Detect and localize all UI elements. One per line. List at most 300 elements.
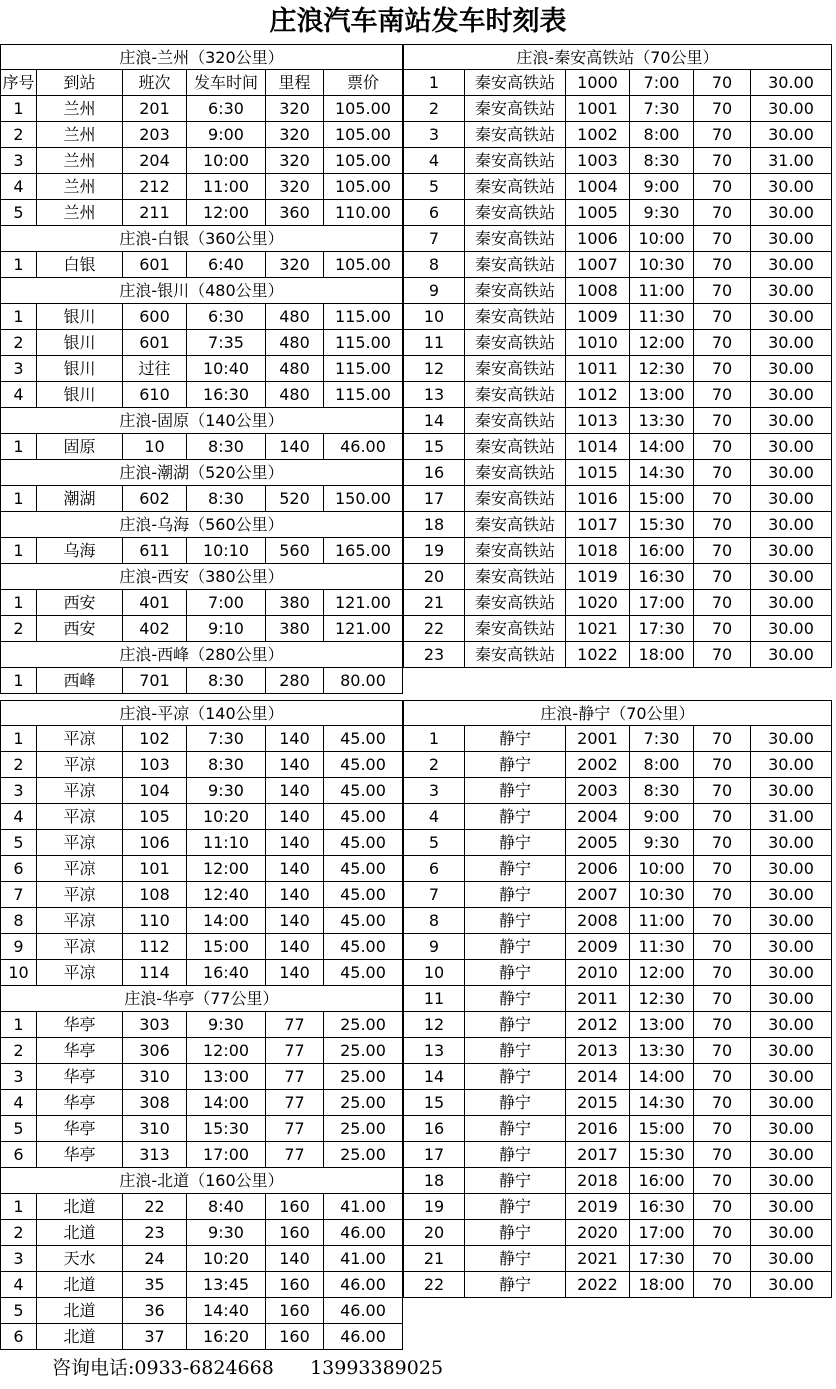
departure-cell: 17:00 <box>630 1220 694 1246</box>
seq-cell: 6 <box>0 856 37 882</box>
departure-cell: 16:30 <box>630 1194 694 1220</box>
trip-cell: 1016 <box>566 486 630 512</box>
fare-cell: 30.00 <box>751 1038 832 1064</box>
fare-cell: 30.00 <box>751 908 832 934</box>
fare-cell: 30.00 <box>751 460 832 486</box>
destination-cell: 银川 <box>37 304 123 330</box>
seq-cell: 17 <box>403 486 465 512</box>
trip-cell: 1011 <box>566 356 630 382</box>
route-section-title: 庄浪-华亭（77公里） <box>0 986 403 1012</box>
distance-cell: 70 <box>694 1194 751 1220</box>
seq-cell: 16 <box>403 460 465 486</box>
destination-cell: 静宁 <box>465 1142 566 1168</box>
fare-cell: 30.00 <box>751 1090 832 1116</box>
departure-cell: 6:30 <box>187 304 266 330</box>
section-header-row <box>0 512 403 538</box>
page-title: 庄浪汽车南站发车时刻表 <box>269 6 567 37</box>
table-row <box>403 1012 832 1038</box>
trip-cell: 101 <box>123 856 187 882</box>
distance-cell: 70 <box>694 1246 751 1272</box>
trip-cell: 1008 <box>566 278 630 304</box>
seq-cell: 2 <box>0 122 37 148</box>
trip-cell: 102 <box>123 726 187 752</box>
table-row <box>403 382 832 408</box>
seq-cell: 5 <box>0 1298 37 1324</box>
distance-cell: 480 <box>266 382 324 408</box>
trip-cell: 2006 <box>566 856 630 882</box>
seq-cell: 12 <box>403 356 465 382</box>
table-row <box>0 726 403 752</box>
departure-cell: 10:40 <box>187 356 266 382</box>
destination-cell: 静宁 <box>465 1116 566 1142</box>
seq-cell: 1 <box>0 538 37 564</box>
trip-cell: 10 <box>123 434 187 460</box>
fare-cell: 46.00 <box>324 1324 403 1350</box>
departure-cell: 12:00 <box>630 960 694 986</box>
trip-cell: 2005 <box>566 830 630 856</box>
trip-cell: 203 <box>123 122 187 148</box>
fare-cell: 25.00 <box>324 1038 403 1064</box>
seq-cell: 7 <box>0 882 37 908</box>
table-row <box>403 590 832 616</box>
fare-cell: 105.00 <box>324 122 403 148</box>
fare-cell: 105.00 <box>324 96 403 122</box>
trip-cell: 2015 <box>566 1090 630 1116</box>
destination-cell: 静宁 <box>465 752 566 778</box>
seq-cell: 4 <box>0 804 37 830</box>
seq-cell: 19 <box>403 538 465 564</box>
departure-cell: 8:30 <box>630 148 694 174</box>
seq-cell: 4 <box>403 148 465 174</box>
fare-cell: 115.00 <box>324 356 403 382</box>
departure-cell: 14:30 <box>630 460 694 486</box>
table-row <box>0 1298 403 1324</box>
seq-cell: 3 <box>0 1246 37 1272</box>
departure-cell: 8:30 <box>187 668 266 694</box>
trip-cell: 2013 <box>566 1038 630 1064</box>
destination-cell: 静宁 <box>465 908 566 934</box>
distance-cell: 70 <box>694 804 751 830</box>
distance-cell: 77 <box>266 1038 324 1064</box>
seq-cell: 22 <box>403 616 465 642</box>
seq-cell: 3 <box>0 778 37 804</box>
distance-cell: 70 <box>694 616 751 642</box>
destination-cell: 静宁 <box>465 1064 566 1090</box>
seq-cell: 13 <box>403 382 465 408</box>
fare-cell: 30.00 <box>751 856 832 882</box>
distance-cell: 70 <box>694 278 751 304</box>
trip-cell: 过往 <box>123 356 187 382</box>
section-header-row <box>403 700 832 726</box>
table-row <box>0 960 403 986</box>
trip-cell: 1020 <box>566 590 630 616</box>
seq-cell: 1 <box>0 252 37 278</box>
destination-cell: 平凉 <box>37 856 123 882</box>
table-row <box>0 538 403 564</box>
destination-cell: 静宁 <box>465 804 566 830</box>
departure-cell: 16:00 <box>630 538 694 564</box>
section-header-row <box>0 1168 403 1194</box>
departure-cell: 16:20 <box>187 1324 266 1350</box>
destination-cell: 秦安高铁站 <box>465 252 566 278</box>
trip-cell: 306 <box>123 1038 187 1064</box>
seq-cell: 2 <box>0 616 37 642</box>
table-row <box>0 778 403 804</box>
trip-cell: 211 <box>123 200 187 226</box>
trip-cell: 1001 <box>566 96 630 122</box>
trip-cell: 35 <box>123 1272 187 1298</box>
departure-cell: 7:00 <box>630 70 694 96</box>
distance-cell: 70 <box>694 908 751 934</box>
trip-cell: 2004 <box>566 804 630 830</box>
section-header-row <box>0 642 403 668</box>
seq-cell: 2 <box>0 330 37 356</box>
trip-cell: 1019 <box>566 564 630 590</box>
fare-cell: 80.00 <box>324 668 403 694</box>
fare-cell: 30.00 <box>751 752 832 778</box>
distance-cell: 70 <box>694 1038 751 1064</box>
seq-cell: 1 <box>0 1194 37 1220</box>
trip-cell: 1003 <box>566 148 630 174</box>
distance-cell: 70 <box>694 382 751 408</box>
table-row <box>403 908 832 934</box>
table-row <box>403 356 832 382</box>
distance-cell: 70 <box>694 408 751 434</box>
table-row <box>0 804 403 830</box>
table-row <box>0 752 403 778</box>
seq-cell: 8 <box>403 908 465 934</box>
destination-cell: 白银 <box>37 252 123 278</box>
distance-cell: 140 <box>266 960 324 986</box>
departure-cell: 12:00 <box>187 200 266 226</box>
table-row <box>403 70 832 96</box>
route-section-title: 庄浪-银川（480公里） <box>0 278 403 304</box>
trip-cell: 2002 <box>566 752 630 778</box>
distance-cell: 140 <box>266 778 324 804</box>
fare-cell: 30.00 <box>751 778 832 804</box>
destination-cell: 秦安高铁站 <box>465 616 566 642</box>
fare-cell: 30.00 <box>751 960 832 986</box>
seq-cell: 5 <box>0 830 37 856</box>
fare-cell: 46.00 <box>324 1220 403 1246</box>
trip-cell: 105 <box>123 804 187 830</box>
table-row <box>403 1194 832 1220</box>
destination-cell: 秦安高铁站 <box>465 356 566 382</box>
fare-cell: 30.00 <box>751 1064 832 1090</box>
trip-cell: 2003 <box>566 778 630 804</box>
seq-cell: 4 <box>0 382 37 408</box>
seq-cell: 1 <box>0 486 37 512</box>
departure-cell: 13:00 <box>630 382 694 408</box>
trip-cell: 1004 <box>566 174 630 200</box>
table-row <box>403 830 832 856</box>
destination-cell: 秦安高铁站 <box>465 382 566 408</box>
table-row <box>0 908 403 934</box>
fare-cell: 25.00 <box>324 1090 403 1116</box>
seq-cell: 2 <box>403 96 465 122</box>
trip-cell: 2022 <box>566 1272 630 1298</box>
destination-cell: 秦安高铁站 <box>465 122 566 148</box>
distance-cell: 70 <box>694 512 751 538</box>
trip-cell: 114 <box>123 960 187 986</box>
route-section-title: 庄浪-西峰（280公里） <box>0 642 403 668</box>
timetable-right-bottom <box>403 700 832 1298</box>
destination-cell: 秦安高铁站 <box>465 70 566 96</box>
distance-cell: 70 <box>694 830 751 856</box>
destination-cell: 秦安高铁站 <box>465 174 566 200</box>
departure-cell: 15:00 <box>630 486 694 512</box>
table-row <box>403 642 832 668</box>
fare-cell: 30.00 <box>751 1142 832 1168</box>
destination-cell: 秦安高铁站 <box>465 148 566 174</box>
fare-cell: 115.00 <box>324 330 403 356</box>
contact-label: 咨询电话: <box>52 1357 135 1379</box>
destination-cell: 静宁 <box>465 1272 566 1298</box>
fare-cell: 165.00 <box>324 538 403 564</box>
fare-cell: 46.00 <box>324 1298 403 1324</box>
trip-cell: 1005 <box>566 200 630 226</box>
trip-cell: 1010 <box>566 330 630 356</box>
timetable-left-top <box>0 44 403 694</box>
seq-cell: 19 <box>403 1194 465 1220</box>
departure-cell: 7:30 <box>187 726 266 752</box>
table-row <box>403 960 832 986</box>
trip-cell: 37 <box>123 1324 187 1350</box>
table-row <box>0 1142 403 1168</box>
trip-cell: 701 <box>123 668 187 694</box>
fare-cell: 30.00 <box>751 934 832 960</box>
seq-cell: 14 <box>403 408 465 434</box>
table-row <box>0 174 403 200</box>
destination-cell: 静宁 <box>465 1038 566 1064</box>
destination-cell: 秦安高铁站 <box>465 512 566 538</box>
table-row <box>403 330 832 356</box>
fare-cell: 30.00 <box>751 642 832 668</box>
fare-cell: 30.00 <box>751 512 832 538</box>
seq-cell: 3 <box>0 148 37 174</box>
phone-number-mobile: 13993389025 <box>310 1357 444 1379</box>
seq-cell: 21 <box>403 1246 465 1272</box>
distance-cell: 70 <box>694 96 751 122</box>
destination-cell: 兰州 <box>37 122 123 148</box>
destination-cell: 秦安高铁站 <box>465 642 566 668</box>
departure-cell: 13:30 <box>630 408 694 434</box>
table-row <box>0 856 403 882</box>
table-row <box>0 122 403 148</box>
table-row <box>0 434 403 460</box>
table-row <box>403 122 832 148</box>
seq-cell: 3 <box>0 356 37 382</box>
column-header-row <box>0 70 403 96</box>
fare-cell: 30.00 <box>751 96 832 122</box>
destination-cell: 静宁 <box>465 986 566 1012</box>
table-row <box>0 1246 403 1272</box>
destination-cell: 银川 <box>37 356 123 382</box>
section-header-row <box>0 564 403 590</box>
fare-cell: 30.00 <box>751 70 832 96</box>
departure-cell: 9:30 <box>187 1220 266 1246</box>
departure-cell: 10:00 <box>187 148 266 174</box>
column-header-fare: 票价 <box>324 70 403 96</box>
destination-cell: 静宁 <box>465 960 566 986</box>
seq-cell: 1 <box>0 1012 37 1038</box>
trip-cell: 308 <box>123 1090 187 1116</box>
departure-cell: 10:00 <box>630 226 694 252</box>
column-header-departure: 发车时间 <box>187 70 266 96</box>
fare-cell: 45.00 <box>324 726 403 752</box>
destination-cell: 静宁 <box>465 1090 566 1116</box>
seq-cell: 10 <box>403 960 465 986</box>
departure-cell: 7:35 <box>187 330 266 356</box>
destination-cell: 秦安高铁站 <box>465 486 566 512</box>
trip-cell: 610 <box>123 382 187 408</box>
table-row <box>403 486 832 512</box>
departure-cell: 15:00 <box>630 1116 694 1142</box>
destination-cell: 华亭 <box>37 1116 123 1142</box>
fare-cell: 30.00 <box>751 830 832 856</box>
distance-cell: 70 <box>694 70 751 96</box>
fare-cell: 30.00 <box>751 590 832 616</box>
trip-cell: 310 <box>123 1116 187 1142</box>
fare-cell: 115.00 <box>324 382 403 408</box>
trip-cell: 1000 <box>566 70 630 96</box>
distance-cell: 160 <box>266 1324 324 1350</box>
fare-cell: 25.00 <box>324 1116 403 1142</box>
fare-cell: 30.00 <box>751 200 832 226</box>
destination-cell: 秦安高铁站 <box>465 304 566 330</box>
distance-cell: 140 <box>266 752 324 778</box>
distance-cell: 520 <box>266 486 324 512</box>
departure-cell: 15:00 <box>187 934 266 960</box>
distance-cell: 70 <box>694 1090 751 1116</box>
seq-cell: 9 <box>403 934 465 960</box>
table-row <box>403 1064 832 1090</box>
departure-cell: 8:40 <box>187 1194 266 1220</box>
departure-cell: 16:40 <box>187 960 266 986</box>
section-header-row <box>0 460 403 486</box>
column-header-trip: 班次 <box>123 70 187 96</box>
fare-cell: 45.00 <box>324 934 403 960</box>
seq-cell: 4 <box>0 174 37 200</box>
destination-cell: 静宁 <box>465 856 566 882</box>
section-header-row <box>0 408 403 434</box>
trip-cell: 2020 <box>566 1220 630 1246</box>
departure-cell: 9:10 <box>187 616 266 642</box>
seq-cell: 12 <box>403 1012 465 1038</box>
distance-cell: 70 <box>694 1142 751 1168</box>
seq-cell: 16 <box>403 1116 465 1142</box>
destination-cell: 潮湖 <box>37 486 123 512</box>
distance-cell: 160 <box>266 1220 324 1246</box>
fare-cell: 41.00 <box>324 1194 403 1220</box>
fare-cell: 45.00 <box>324 804 403 830</box>
distance-cell: 70 <box>694 856 751 882</box>
route-section-title: 庄浪-西安（380公里） <box>0 564 403 590</box>
trip-cell: 303 <box>123 1012 187 1038</box>
fare-cell: 46.00 <box>324 434 403 460</box>
distance-cell: 480 <box>266 330 324 356</box>
table-row <box>403 460 832 486</box>
table-row <box>403 252 832 278</box>
destination-cell: 北道 <box>37 1220 123 1246</box>
departure-cell: 9:00 <box>187 122 266 148</box>
trip-cell: 402 <box>123 616 187 642</box>
destination-cell: 静宁 <box>465 726 566 752</box>
distance-cell: 70 <box>694 778 751 804</box>
fare-cell: 105.00 <box>324 148 403 174</box>
trip-cell: 2012 <box>566 1012 630 1038</box>
destination-cell: 北道 <box>37 1194 123 1220</box>
table-row <box>403 986 832 1012</box>
table-row <box>0 1194 403 1220</box>
table-row <box>403 1116 832 1142</box>
seq-cell: 1 <box>403 726 465 752</box>
seq-cell: 1 <box>403 70 465 96</box>
distance-cell: 140 <box>266 830 324 856</box>
trip-cell: 2011 <box>566 986 630 1012</box>
table-row <box>403 512 832 538</box>
trip-cell: 1012 <box>566 382 630 408</box>
table-row <box>403 856 832 882</box>
departure-cell: 12:30 <box>630 986 694 1012</box>
destination-cell: 固原 <box>37 434 123 460</box>
seq-cell: 21 <box>403 590 465 616</box>
table-row <box>403 616 832 642</box>
destination-cell: 兰州 <box>37 148 123 174</box>
distance-cell: 140 <box>266 434 324 460</box>
seq-cell: 1 <box>0 726 37 752</box>
distance-cell: 70 <box>694 986 751 1012</box>
distance-cell: 70 <box>694 486 751 512</box>
distance-cell: 77 <box>266 1090 324 1116</box>
trip-cell: 2016 <box>566 1116 630 1142</box>
distance-cell: 360 <box>266 200 324 226</box>
departure-cell: 15:30 <box>630 512 694 538</box>
distance-cell: 70 <box>694 1012 751 1038</box>
table-row <box>0 616 403 642</box>
fare-cell: 30.00 <box>751 726 832 752</box>
seq-cell: 6 <box>403 200 465 226</box>
seq-cell: 23 <box>403 642 465 668</box>
seq-cell: 20 <box>403 564 465 590</box>
departure-cell: 17:30 <box>630 1246 694 1272</box>
table-row <box>0 1116 403 1142</box>
fare-cell: 30.00 <box>751 408 832 434</box>
seq-cell: 1 <box>0 668 37 694</box>
fare-cell: 30.00 <box>751 538 832 564</box>
departure-cell: 17:00 <box>187 1142 266 1168</box>
seq-cell: 2 <box>403 752 465 778</box>
trip-cell: 601 <box>123 252 187 278</box>
route-section-title: 庄浪-兰州（320公里） <box>0 44 403 70</box>
table-row <box>403 1038 832 1064</box>
destination-cell: 平凉 <box>37 960 123 986</box>
trip-cell: 23 <box>123 1220 187 1246</box>
seq-cell: 8 <box>403 252 465 278</box>
table-row <box>0 882 403 908</box>
table-row <box>0 934 403 960</box>
trip-cell: 310 <box>123 1064 187 1090</box>
departure-cell: 12:00 <box>187 1038 266 1064</box>
table-row <box>403 226 832 252</box>
section-header-row <box>0 44 403 70</box>
section-header-row <box>403 44 832 70</box>
distance-cell: 70 <box>694 934 751 960</box>
seq-cell: 20 <box>403 1220 465 1246</box>
fare-cell: 30.00 <box>751 382 832 408</box>
destination-cell: 秦安高铁站 <box>465 226 566 252</box>
destination-cell: 秦安高铁站 <box>465 200 566 226</box>
